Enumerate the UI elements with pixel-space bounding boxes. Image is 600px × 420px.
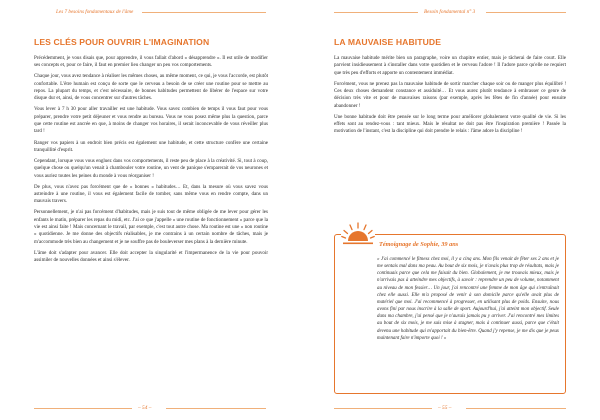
page-number-text: – 54 – xyxy=(138,405,152,411)
paragraph: L'âme doit s'adapter pour avancer. Elle doit accepter la singularité et l'impermanence de la vie pour pouvoir assimiler de nouvelles données et ainsi s'élever. xyxy=(34,249,268,264)
folio-rule xyxy=(334,408,432,409)
paragraph: Cependant, lorsque vous vous engluez dans vos comportements, il reste peu de place à la créativité. Si, tout à coup, quelque chose ou quelqu'un venait à chambouler votre routine, un vent de panique s'emparerait de vos neurones et vous auriez toutes les peines du monde à vous réorganiser ! xyxy=(34,157,268,179)
section-title: LES CLÉS POUR OUVRIR L'IMAGINATION xyxy=(34,37,210,47)
body-text xyxy=(34,55,268,268)
testimony-text: « J'ai commencé le fitness chez moi, il y a cinq ans. Mon fils venait de fêter ses 2 ans et je me sentais mal dans ma peau. Au bout de six mois, je n'avais plus trop de résultats, mais je continuais parce que cela me faisait du bien. Globalement, je me trouvais mieux, mais je n'arrivais pas à atteindre mes objectifs, à savoir : reprendre un peu de volume, notamment au niveau de mon fessier… Un jour, j'ai rencontré une femme de mon âge qui s'entraînait chez elle aussi. Elle m'a proposé de venir à son domicile parce qu'elle avait plus de matériel que moi. J'ai recommencé à progresser, en utilisant plus de poids. Ensuite, nous avons fini par nous inscrire à la salle de sport. Aujourd'hui, j'ai atteint mon objectif. Seule dans ma chambre, j'ai pensé que je n'aurais jamais pu y arriver. J'ai rencontré mes limites au bout de six mois, je me suis mise à stagner, mais à continuer aussi, parce que c'était devenu une habitude qui m'apportait du bien-être. Quand j'y repense, je me dis que je peux maintenant faire n'importe quoi ! » xyxy=(377,257,559,341)
paragraph: Une bonne habitude doit être pensée sur le long terme pour améliorer globalement votre qualité de vie. Si les effets sont au rendez-vous : tant mieux. Mais le résultat ne doit pas être l'inspiration première ! Passée la motivation de l'instant, c'est la discipline qui doit prendre le relais : l'âme adore la discipline ! xyxy=(334,113,566,135)
page-number-text: – 55 – xyxy=(438,405,452,411)
running-head-rule xyxy=(486,12,566,13)
folio-rule xyxy=(466,408,566,409)
paragraph: Précédemment, je vous disais que, pour apprendre, il vous fallait d'abord « désapprendre ». Il est utile de modifier ses concepts et, pour ce faire, il faut en premier lieu changer un peu vos comportements. xyxy=(34,55,268,69)
body-text xyxy=(334,55,566,140)
running-head-text: Les 7 besoins fondamentaux de l'âme xyxy=(56,9,134,15)
running-head-text: Besoin fondamental n° 3 xyxy=(424,9,476,15)
testimony-box xyxy=(334,234,566,394)
paragraph: Chaque jour, vous avez tendance à réaliser les mêmes choses, au même moment, ce qui, je vous l'accorde, est plutôt confortable. L'être humain est conçu de sorte que le cerveau a besoin de se créer une routine pour se mettre au repos. La plupart du temps, et c'est nécessaire, de bonnes habitudes permettent de libérer de l'espace sur votre disque dur et, ainsi, de vous concentrer sur d'autres tâches. xyxy=(34,73,268,102)
testimony-title: Témoignage de Sophie, 39 ans xyxy=(379,241,459,248)
paragraph: De plus, vous n'avez pas forcément que de « bonnes » habitudes… Et, dans la mesure où vous savez vous astreindre à une routine, il vous est également facile de tomber, sans même vous en rendre compte, dans un mauvais travers. xyxy=(34,183,268,205)
paragraph: Forcément, vous ne prenez pas la mauvaise habitude de sortir marcher chaque soir ou de manger plus équilibré ! Ces deux choses demandent constance et assiduité… Et vous aurez plutôt tendance à embrasser ce genre de décision très vite et pour de mauvaises raisons (par exemple, après les fêtes de fin d'année) pour ensuite abandonner ! xyxy=(334,80,566,109)
paragraph: Ranger vos papiers à un endroit bien précis est également une habitude, et cette structure confère une certaine tranquillité d'esprit. xyxy=(34,139,268,153)
right-page xyxy=(300,0,600,420)
section-title: LA MAUVAISE HABITUDE xyxy=(334,37,442,47)
folio-rule xyxy=(34,408,132,409)
paragraph: La mauvaise habitude mérite bien un paragraphe, voire un chapitre entier, mais je tâcherai de faire court. Elle parvient insidieusement à s'installer dans votre quotidien et le cerveau l'adore ! Il l'adore parce qu'elle ne requiert que très peu d'efforts et apporte un contentement immédiat. xyxy=(334,55,566,76)
paragraph: Personnellement, je n'ai pas forcément d'habitudes, mais je suis tout de même obligée de me lever pour gérer les enfants le matin, préparer les repas du midi, etc. J'ai ce que j'appelle « une routine de fonctionnement » parce que la vie est ainsi faite ! Mais concernant le travail, par exemple, c'est tout autre chose. Ma routine est une « non routine » quotidienne. Je me donne des objectifs réalisables, je me contrains à un certain nombre de tâches, mais je m'accommode très bien au changement et je ne souffre pas de bouleverser mes plans à la dernière minute. xyxy=(34,209,268,245)
sunrise-icon xyxy=(341,221,375,247)
paragraph: Vous lever à 7 h 30 pour aller travailler est une habitude. Vous savez combien de temps il vous faut pour vous préparer, prendre votre petit déjeuner et vous rendre au bureau. Vous ne vous posez même plus la question, parce que cette routine est ancrée en que, à moins de changer vos horaires, il serait inconcevable de vous réveiller plus tard ! xyxy=(34,106,268,135)
folio-rule xyxy=(166,408,266,409)
running-head-rule xyxy=(142,12,266,13)
running-head-rule xyxy=(334,12,418,13)
